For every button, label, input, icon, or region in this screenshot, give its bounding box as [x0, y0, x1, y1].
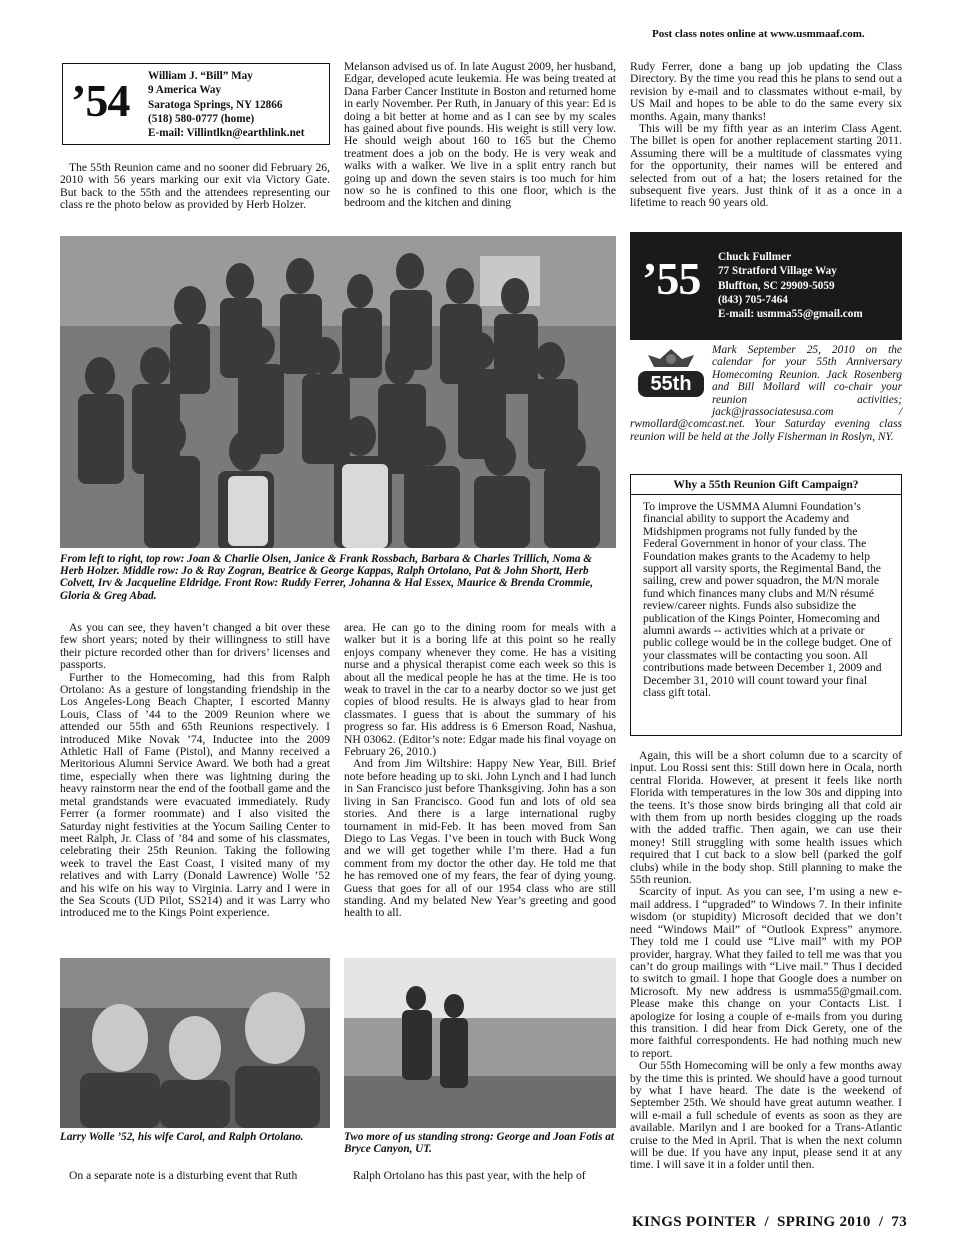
gift-campaign-body: To improve the USMMA Alumni Foundation’s financial ability to support the Academy and Midshipmen programs not fully funded by the Federal Government in honor of your class. The Foundation makes grants to the Academy to help support all varsity sports, the Regimental Band, the sailing, crew and power squadron, the M/N morale fund which finances many clubs and M/N résumé review/career nights. Funds also subsidize the publication of the Kings Pointer, Homecoming and alumni awards -- activities which at a private or public college would be in the college budget. One of your classmates will be contacting you soon. All contributions made between December 1, 2009 and December 31, 2010 will count toward your final class gift total. [643, 500, 892, 700]
contact-city: Saratoga Springs, NY 12866 [148, 98, 283, 111]
col2-paragraph-1: area. He can go to the dining room for meals with a walker but it is a boring life at this point so he really enjoys company whenever they come. He has a visiting nurse and a physical therapist come each week so this is about all the medical people he has at the time. He is too weak to travel in the car to a nearby doctor so we just get copies of blood results. He is always glad to hear from classmates. I guess that is about the summary of his progress so far. His address is 6 Emerson Road, Nashua, NH 03062. (Editor’s note: Edgar made his final voyage on February 26, 2010.) [344, 621, 616, 759]
col2-paragraph-2: And from Jim Wiltshire: Happy New Year, Bill. Brief note before heading up to ski. John Lynch and I had lunch in San Francisco just before Thanksgiving. John has a son living in San Francisco. Good fun and lots of old sea stories. And there is a large international rugby tournament in mid-Feb. It has been moved from San Diego to Las Vegas. I’ve been in touch with Buck Wong and we will get together while I’m there. Had a fun comment from my doctor the other day. He told me that he has removed one of my fears, the fear of dying young. Guess that goes for all of our 1954 class who are still standing. And my belated New Year’s greeting and good health to all. [344, 757, 616, 920]
col3-top-text: Rudy Ferrer, done a bang up job updating the Class Directory. By the time you read this he plans to send out a revision by e-mail and to classmates without e-mail, by US Mail and hopes to be able to do the same every six months. Again, many thanks! [630, 60, 902, 123]
reunion-announcement-text: Mark September 25, 2010 on the calendar for your 55th Anniversary Homecoming Reunion. Jack Rosenberg and Bill Mollard will co-chair your reunion activities; jack@jrassociatesusa.com / rwmollard@comcast.net. Your Saturday evening class reunion will be held at the Jolly Fisherman in Roslyn, NY. [630, 344, 902, 443]
col2-top-text: Melanson advised us of. In late August 2009, her husband, Edgar, developed acute leukemia. He was being treated at Dana Farber Cancer Institute in Boston and returned home in early November. Per Ruth, in January of this year: Ed is doing a bit better at home and as I can see by my scales has gained about five pounds. His weight is still very low. He should weigh about 160 to 165 but the Chemo treatment does a job on the body. He is very weak and walks with a walker. We live in a split entry ranch but going up and down the seven stairs is too much for him now so he is confined to this one floor, which is the bedroom and the kitchen and dining [344, 60, 616, 210]
col2-top [344, 61, 616, 210]
col3-body [630, 750, 902, 1172]
col1-paragraph-3: On a separate note is a disturbing event that Ruth [69, 1169, 298, 1182]
contact-street: 9 America Way [148, 84, 222, 97]
reunion-announcement [630, 344, 902, 443]
col1-paragraph-1: As you can see, they haven’t changed a bit over these few short years; noted by their willingness to still have their picture recorded other than for drivers’ licenses and passports. [60, 621, 330, 672]
contact-email: E-mail: Villintlkn@earthlink.net [148, 127, 305, 140]
col2-body [344, 622, 616, 920]
col3-paragraph-2: Scarcity of input. As you can see, I’m using a new e-mail address. I “upgraded” to Windows 7. In their infinite wisdom (or stupidity) Microsoft decided that we don’t need “Windows Mail” of “Outlook Express” anymore. They told me I could use “Live mail” with my POP provider, hargray. What they failed to tell me was that you can’t do group mailings with “Live mail.” Thus I decided to switch to gmail. I hope that Google does a number on Microsoft. My new address is usmma55@gmail.com. Please make this change on your Contacts List. I apologize for losing a couple of e-mails from you during this transition. I did hear from Dick Gerety, one of the more faithful correspondents. He had nothing much new to report. [630, 885, 902, 1060]
gift-campaign-box [630, 474, 902, 736]
contact-name: William J. “Bill” May [148, 70, 253, 82]
col2-closing [344, 1170, 616, 1182]
contact-city: Bluffton, SC 29909-5059 [718, 279, 835, 292]
fotis-bryce-canyon-photo [344, 958, 616, 1128]
contact-phone: (518) 580-0777 (home) [148, 112, 255, 125]
contact-phone: (843) 705-7464 [718, 293, 788, 306]
contact-email: E-mail: usmma55@gmail.com [718, 308, 863, 321]
group-reunion-photo [60, 236, 616, 548]
contact-street: 77 Stratford Village Way [718, 265, 837, 278]
wolle-ortolano-photo [60, 958, 330, 1128]
gift-campaign-title: Why a 55th Reunion Gift Campaign? [631, 475, 901, 495]
col3-top [630, 61, 902, 210]
intro-text: The 55th Reunion came and no sooner did February 26, 2010 with 56 years marking our exit via Victory Gate. But back to the 55th and the attendees representing our class re the photo below as provided by Herb Holzer. [60, 161, 330, 212]
class-54-contact-box [62, 63, 330, 145]
col1-body [60, 622, 330, 920]
class-55-contact-box [630, 232, 902, 340]
class-54-contact [148, 69, 330, 140]
col1-paragraph-2: Further to the Homecoming, had this from Ralph Ortolano: As a gesture of longstanding friendship in the Los Angeles-Long Beach Chapter, I escorted Manny Louis, Class of ’44 to the 2009 Reunion where we attended our 55th and 65th Reunions respectively. I introduced Mike Novak ’74, Inductee into the 2009 Athletic Hall of Fame (Pistol), and Manny received a Meritorious Alumni Service Award. We both had a great time, especially when there was lightning during the heavy rainstorm near the end of the football game and the metal grandstands were evacuated immediately. Rudy Ferrer (a former roommate) and I also visited the Saturday night festivities at the Yocum Sailing Center to meet Ralph, Jr. Class of ’84 and some of his classmates, celebrating their 25th Reunion. Taking the following week to travel the East Coast, I visited many of my relatives and with Larry (Donald Lawrence) Wolle ’52 and his wife on his way to Virginia. Larry and I were in the Sea Scouts (UD Pilot, SS214) and it was Larry who introduced me to the Kings Point experience. [60, 670, 330, 920]
col2-paragraph-3: Ralph Ortolano has this past year, with the help of [353, 1169, 586, 1182]
intro-paragraph [60, 162, 330, 212]
contact-name: Chuck Fullmer [718, 251, 792, 263]
logo-text: 55th [650, 373, 692, 395]
col1-closing [60, 1170, 330, 1182]
class-year-55: ’55 [642, 253, 701, 304]
col3-top-text-2: This will be my fifth year as an interim Class Agent. The billet is open for another replacement starting 2011. Assuming there will be a multitude of classmates vying for the opportunity, their names will be entered and selected from out of a hat; the losers retained for the subsequent five years. Just think of it as a once in a lifetime to reach 90 years old. [630, 122, 902, 210]
class-year-54: ’54 [71, 75, 130, 126]
col3-paragraph-1: Again, this will be a short column due to a scarcity of input. Lou Rossi sent this: Still down here in Ocala, north central Florida. However, at present it feels like north Florida with temperatures in the low 30s and dipping into the teens. It’s those snow birds bringing all that cold air with them from up north besides clogging up the roads with the added traffic. Then again, we can use their money! Still struggling with some health issues which required that I cut back to a slow bell (parked the golf clubs) while in the body shop. Still planning to make the 55th reunion. [630, 749, 902, 887]
wolle-photo-caption: Larry Wolle ’52, his wife Carol, and Ralph Ortolano. [60, 1131, 304, 1143]
group-photo-caption: From left to right, top row: Joan & Charlie Olsen, Janice & Frank Rossbach, Barbara & Charles Trillich, Noma & Herb Holzer. Middle row: Jo & Ray Zogran, Beatrice & George Kappas, Ralph Ortolano, Pat & John Shortt, Herb Colvett, Irv & Jacqueline Eldridge. Front Row: Ruddy Ferrer, Johanna & Hal Essex, Maurice & Brenda Crommie, Gloria & Greg Abad. [60, 553, 594, 602]
page-footer: KINGS POINTER / SPRING 2010 / 73 [632, 1214, 907, 1230]
class-55-contact [718, 250, 900, 321]
col3-paragraph-3: Our 55th Homecoming will be only a few months away by the time this is printed. We should have a good turnout by what I have heard. The date is the weekend of September 25th. We should have great autumn weather. I will e-mail a full schedule of events as soon as they are available. Marilyn and I are booked for a Trans-Atlantic cruise to the Med in April. That is when the next column will be due. If you have any input, please send it at any time. I will save it in a folder until then. [630, 1059, 902, 1172]
post-notes-header: Post class notes online at www.usmmaaf.com. [652, 28, 865, 40]
fotis-photo-caption: Two more of us standing strong: George and Joan Fotis at Bryce Canyon, UT. [344, 1131, 614, 1156]
